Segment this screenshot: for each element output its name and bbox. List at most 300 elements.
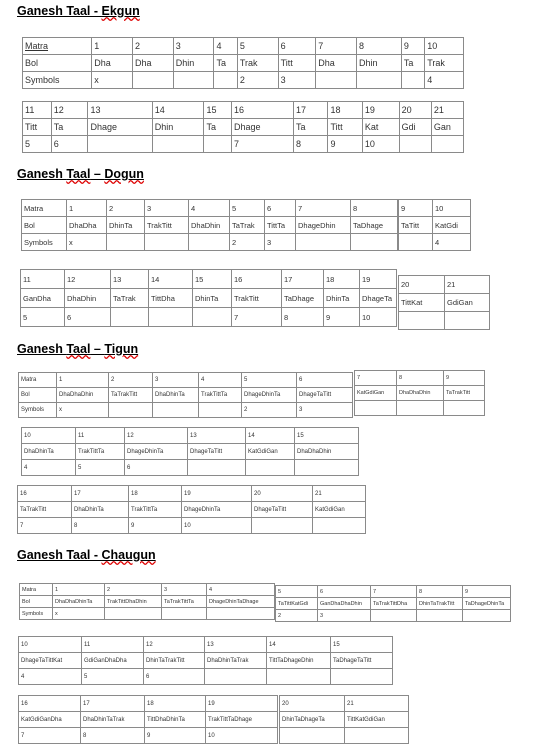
- table-row: [399, 217, 471, 234]
- chaugun-table-6: [279, 695, 409, 744]
- table-cell: 4: [19, 669, 82, 685]
- table-cell: 4: [22, 460, 76, 476]
- table-cell: GdiGan: [445, 294, 490, 312]
- table-row: [19, 669, 267, 685]
- table-cell: DhaDhinTa: [72, 502, 129, 518]
- table-cell: 6: [144, 669, 205, 685]
- table-cell: 5: [276, 586, 318, 598]
- table-cell: 10: [425, 38, 464, 55]
- table-cell: x: [53, 608, 105, 620]
- table-cell: 9: [328, 136, 362, 153]
- table-row: [399, 276, 490, 294]
- table-cell: Symbols: [22, 234, 67, 251]
- table-cell: 14: [246, 428, 295, 444]
- table-row: [18, 486, 366, 502]
- table-cell: 5: [242, 373, 297, 388]
- table-cell: 3: [153, 373, 199, 388]
- dogun-table-4: [398, 275, 490, 330]
- table-cell: [189, 234, 230, 251]
- table-row: [19, 637, 267, 653]
- table-cell: DhinTa: [107, 217, 145, 234]
- table-cell: Dha: [316, 55, 357, 72]
- table-cell: 11: [76, 428, 125, 444]
- table-row: [22, 460, 359, 476]
- table-cell: 2: [132, 38, 173, 55]
- table-row: [22, 428, 359, 444]
- table-cell: 2: [105, 584, 162, 596]
- table-cell: 6: [278, 38, 316, 55]
- table-cell: 2: [230, 234, 265, 251]
- table-cell: 8: [294, 136, 328, 153]
- heading-tigun: [17, 342, 138, 356]
- table-cell: [445, 312, 490, 330]
- table-cell: 2: [109, 373, 153, 388]
- table-cell: KatGdiGan: [355, 386, 397, 401]
- table-cell: 8: [72, 518, 129, 534]
- table-cell: [109, 403, 153, 418]
- table-row: [19, 696, 278, 712]
- table-row: [20, 584, 275, 596]
- table-cell: KatGdiGanDha: [19, 712, 81, 728]
- table-cell: 3: [265, 234, 296, 251]
- table-cell: [173, 72, 214, 89]
- table-cell: 12: [65, 270, 111, 289]
- table-cell: DhinTa: [193, 289, 232, 308]
- table-cell: DhageTaTitt: [188, 444, 246, 460]
- table-cell: Titt: [23, 119, 52, 136]
- table-cell: [371, 610, 417, 622]
- table-row: [23, 102, 464, 119]
- table-cell: 7: [19, 728, 81, 744]
- table-cell: 17: [282, 270, 324, 289]
- table-cell: KatGdiGan: [313, 502, 366, 518]
- table-cell: GanDha: [21, 289, 65, 308]
- table-cell: [149, 308, 193, 327]
- table-cell: [205, 669, 267, 685]
- table-cell: [431, 136, 463, 153]
- table-cell: 21: [445, 276, 490, 294]
- table-cell: 6: [297, 373, 353, 388]
- table-cell: 3: [297, 403, 353, 418]
- table-row: [21, 289, 397, 308]
- table-cell: [111, 308, 149, 327]
- table-cell: [280, 728, 345, 744]
- table-cell: 7: [18, 518, 72, 534]
- table-cell: DhageDhinTa: [182, 502, 252, 518]
- table-cell: 9: [444, 371, 485, 386]
- table-cell: 7: [232, 136, 294, 153]
- table-cell: 5: [237, 38, 278, 55]
- heading-word: Dogun: [104, 167, 144, 181]
- table-row: [355, 386, 485, 401]
- tigun-table-3: [21, 427, 359, 476]
- table-cell: 11: [21, 270, 65, 289]
- table-cell: [444, 401, 485, 416]
- table-cell: 2: [107, 200, 145, 217]
- chaugun-table-5: [18, 695, 278, 744]
- table-cell: 7: [355, 371, 397, 386]
- table-cell: 5: [230, 200, 265, 217]
- table-cell: 4: [214, 38, 237, 55]
- table-cell: x: [57, 403, 109, 418]
- table-cell: TrakTittTa: [199, 388, 242, 403]
- table-cell: 3: [173, 38, 214, 55]
- table-cell: [152, 136, 204, 153]
- table-cell: TrakTittTaDhage: [206, 712, 278, 728]
- table-cell: 3: [318, 610, 371, 622]
- table-row: [22, 217, 398, 234]
- table-cell: 2: [276, 610, 318, 622]
- table-cell: DhinTaDhageTa: [280, 712, 345, 728]
- table-cell: 8: [351, 200, 398, 217]
- table-cell: GdiGanDhaDha: [82, 653, 144, 669]
- heading-word: Tigun: [104, 342, 139, 356]
- table-cell: [153, 403, 199, 418]
- table-cell: DhaDhinTa: [153, 388, 199, 403]
- table-row: [23, 55, 464, 72]
- table-cell: 3: [162, 584, 207, 596]
- table-cell: TrakTittTa: [76, 444, 125, 460]
- table-cell: 20: [399, 276, 445, 294]
- table-cell: Ta: [401, 55, 424, 72]
- table-cell: DhaDhaDhinTa: [53, 596, 105, 608]
- table-row: [22, 234, 398, 251]
- tigun-table-2: [354, 370, 485, 416]
- table-cell: 12: [51, 102, 88, 119]
- table-cell: 9: [463, 586, 511, 598]
- table-cell: TrakTittTa: [129, 502, 182, 518]
- table-cell: 6: [265, 200, 296, 217]
- table-cell: 9: [324, 308, 360, 327]
- table-cell: 15: [295, 428, 359, 444]
- table-cell: 10: [22, 428, 76, 444]
- table-row: [267, 669, 393, 685]
- table-cell: 20: [280, 696, 345, 712]
- table-cell: 8: [417, 586, 463, 598]
- table-cell: TittDhaDhinTa: [145, 712, 206, 728]
- tigun-table-1: [18, 372, 353, 418]
- table-cell: 21: [313, 486, 366, 502]
- table-cell: DhaDhin: [65, 289, 111, 308]
- table-cell: DhageDhinTaDhage: [207, 596, 275, 608]
- heading-dash: –: [90, 342, 105, 356]
- chaugun-table-1: [19, 583, 275, 620]
- table-cell: 16: [19, 696, 81, 712]
- table-cell: 16: [18, 486, 72, 502]
- table-row: [21, 270, 397, 289]
- table-cell: [199, 403, 242, 418]
- table-cell: 4: [433, 234, 471, 251]
- table-cell: 18: [328, 102, 362, 119]
- table-cell: 8: [397, 371, 444, 386]
- table-cell: KatGdiGan: [246, 444, 295, 460]
- table-cell: 14: [267, 637, 331, 653]
- table-row: [276, 586, 511, 598]
- table-cell: [399, 312, 445, 330]
- table-cell: 11: [23, 102, 52, 119]
- table-cell: Bol: [22, 217, 67, 234]
- table-cell: 2: [242, 403, 297, 418]
- table-cell: 4: [425, 72, 464, 89]
- table-cell: 7: [296, 200, 351, 217]
- table-cell: TittTa: [265, 217, 296, 234]
- table-cell: TaTitt: [399, 217, 433, 234]
- table-row: [19, 712, 278, 728]
- table-cell: GanDhaDhaDhin: [318, 598, 371, 610]
- table-cell: [193, 308, 232, 327]
- table-cell: [252, 518, 313, 534]
- table-row: [399, 294, 490, 312]
- table-cell: 16: [232, 102, 294, 119]
- table-row: [22, 444, 359, 460]
- table-cell: x: [67, 234, 107, 251]
- table-cell: [214, 72, 237, 89]
- table-cell: [162, 608, 207, 620]
- table-cell: TaDhage: [282, 289, 324, 308]
- table-cell: TaDhage: [351, 217, 398, 234]
- table-row: [399, 234, 471, 251]
- table-row: [23, 136, 464, 153]
- heading-word: Ekgun: [101, 4, 140, 18]
- table-cell: 7: [232, 308, 282, 327]
- dogun-table-2: [398, 199, 471, 251]
- table-cell: [204, 136, 232, 153]
- table-cell: 20: [252, 486, 313, 502]
- table-cell: Titt: [328, 119, 362, 136]
- table-cell: Kat: [362, 119, 399, 136]
- table-cell: Dha: [132, 55, 173, 72]
- table-row: [19, 403, 353, 418]
- heading-dash: –: [90, 167, 105, 181]
- table-cell: 7: [371, 586, 417, 598]
- table-cell: 9: [401, 38, 424, 55]
- table-cell: Matra: [20, 584, 53, 596]
- table-cell: 1: [92, 38, 133, 55]
- table-cell: TaTrakTitt: [18, 502, 72, 518]
- table-row: [267, 637, 393, 653]
- table-row: [20, 596, 275, 608]
- table-cell: TrakTitt: [232, 289, 282, 308]
- table-cell: 19: [362, 102, 399, 119]
- table-cell: 10: [19, 637, 82, 653]
- table-row: [399, 200, 471, 217]
- table-cell: Ta: [51, 119, 88, 136]
- table-cell: 15: [204, 102, 232, 119]
- table-cell: DhaDhinTaTrak: [205, 653, 267, 669]
- table-cell: 4: [199, 373, 242, 388]
- table-cell: [399, 136, 431, 153]
- table-cell: Trak: [425, 55, 464, 72]
- table-cell: TittDha: [149, 289, 193, 308]
- heading-word: Taal: [66, 342, 91, 356]
- table-row: [22, 200, 398, 217]
- table-cell: 1: [53, 584, 105, 596]
- table-cell: 9: [129, 518, 182, 534]
- table-cell: [401, 72, 424, 89]
- table-cell: TaTrakTittTa: [162, 596, 207, 608]
- table-cell: DhaDhinTaTrak: [81, 712, 145, 728]
- table-cell: Dhage: [88, 119, 152, 136]
- table-cell: Dhin: [152, 119, 204, 136]
- table-cell: 10: [362, 136, 399, 153]
- table-cell: Gan: [431, 119, 463, 136]
- table-cell: TaTrakTittDha: [371, 598, 417, 610]
- dogun-table-1: [21, 199, 398, 251]
- table-cell: 10: [360, 308, 397, 327]
- table-cell: DhageDhin: [296, 217, 351, 234]
- table-cell: [105, 608, 162, 620]
- table-row: [23, 72, 464, 89]
- table-cell: [463, 610, 511, 622]
- table-cell: [246, 460, 295, 476]
- table-cell: Dhin: [357, 55, 402, 72]
- table-cell: Symbols: [23, 72, 92, 89]
- table-cell: Bol: [23, 55, 92, 72]
- heading-prefix: Ganesh: [17, 167, 67, 181]
- table-row: [19, 388, 353, 403]
- table-cell: [351, 234, 398, 251]
- table-cell: TaTittKatGdi: [276, 598, 318, 610]
- chaugun-table-4: [266, 636, 393, 685]
- heading-prefix: Ganesh: [17, 342, 67, 356]
- table-cell: TaTrak: [230, 217, 265, 234]
- table-cell: Dha: [92, 55, 133, 72]
- table-cell: 3: [145, 200, 189, 217]
- table-cell: 5: [23, 136, 52, 153]
- heading-word: Chaugun: [101, 548, 156, 562]
- table-cell: Trak: [237, 55, 278, 72]
- table-cell: 10: [206, 728, 278, 744]
- table-cell: DhaDhaDhin: [295, 444, 359, 460]
- table-cell: 6: [125, 460, 188, 476]
- table-cell: 17: [72, 486, 129, 502]
- table-cell: [207, 608, 275, 620]
- table-cell: 8: [357, 38, 402, 55]
- table-cell: TrakTitt: [145, 217, 189, 234]
- table-cell: [355, 401, 397, 416]
- table-cell: DhinTaTrakTitt: [144, 653, 205, 669]
- table-cell: 19: [182, 486, 252, 502]
- table-cell: 13: [111, 270, 149, 289]
- table-cell: TaDhageDhinTa: [463, 598, 511, 610]
- table-cell: 5: [21, 308, 65, 327]
- table-cell: Bol: [20, 596, 53, 608]
- table-cell: 10: [433, 200, 471, 217]
- table-cell: Matra: [22, 200, 67, 217]
- table-row: [276, 598, 511, 610]
- table-row: [18, 518, 366, 534]
- table-cell: 14: [149, 270, 193, 289]
- table-cell: 4: [189, 200, 230, 217]
- table-cell: 1: [57, 373, 109, 388]
- table-cell: 18: [129, 486, 182, 502]
- table-row: [23, 38, 464, 55]
- table-cell: [107, 234, 145, 251]
- table-cell: TittKatGdiGan: [345, 712, 409, 728]
- table-row: [276, 610, 511, 622]
- table-cell: 14: [152, 102, 204, 119]
- heading-dogun: [17, 167, 144, 181]
- table-row: [267, 653, 393, 669]
- table-cell: [296, 234, 351, 251]
- table-row: [23, 119, 464, 136]
- table-cell: DhinTa: [324, 289, 360, 308]
- table-cell: 17: [81, 696, 145, 712]
- table-cell: 4: [207, 584, 275, 596]
- table-cell: 19: [360, 270, 397, 289]
- table-row: [20, 608, 275, 620]
- table-cell: Dhin: [173, 55, 214, 72]
- table-cell: [267, 669, 331, 685]
- table-cell: 6: [318, 586, 371, 598]
- table-cell: Symbols: [20, 608, 53, 620]
- table-cell: [331, 669, 393, 685]
- table-cell: [145, 234, 189, 251]
- table-cell: [88, 136, 152, 153]
- table-cell: Ta: [204, 119, 232, 136]
- table-cell: [313, 518, 366, 534]
- table-cell: 9: [145, 728, 206, 744]
- table-cell: TaTrakTitt: [109, 388, 153, 403]
- table-cell: [357, 72, 402, 89]
- table-cell: 18: [145, 696, 206, 712]
- table-cell: TittKat: [399, 294, 445, 312]
- table-cell: 7: [316, 38, 357, 55]
- table-row: [19, 728, 278, 744]
- table-cell: [345, 728, 409, 744]
- table-cell: 6: [51, 136, 88, 153]
- table-cell: Ta: [294, 119, 328, 136]
- table-cell: 11: [82, 637, 144, 653]
- table-cell: 12: [144, 637, 205, 653]
- heading-prefix: Ganesh Taal -: [17, 4, 102, 18]
- table-cell: 16: [232, 270, 282, 289]
- table-cell: 13: [88, 102, 152, 119]
- table-cell: 18: [324, 270, 360, 289]
- table-cell: [295, 460, 359, 476]
- table-cell: 21: [345, 696, 409, 712]
- table-cell: 21: [431, 102, 463, 119]
- table-cell: KatGdi: [433, 217, 471, 234]
- table-cell: 1: [67, 200, 107, 217]
- table-cell: 5: [76, 460, 125, 476]
- table-cell: [399, 234, 433, 251]
- table-cell: TittTaDhageDhin: [267, 653, 331, 669]
- table-row: [19, 653, 267, 669]
- table-cell: TaTrak: [111, 289, 149, 308]
- table-cell: Symbols: [19, 403, 57, 418]
- table-cell: [316, 72, 357, 89]
- table-cell: [132, 72, 173, 89]
- table-cell: Bol: [19, 388, 57, 403]
- table-cell: 2: [237, 72, 278, 89]
- heading-ekgun: [17, 4, 140, 18]
- table-cell: Matra: [19, 373, 57, 388]
- heading-prefix: Ganesh Taal -: [17, 548, 102, 562]
- table-cell: DhageTaTittKat: [19, 653, 82, 669]
- heading-chaugun: [17, 548, 156, 562]
- chaugun-table-3: [18, 636, 267, 685]
- ekgun-table-2: [22, 101, 464, 153]
- table-cell: 10: [182, 518, 252, 534]
- table-cell: 13: [205, 637, 267, 653]
- table-cell: Ta: [214, 55, 237, 72]
- matra-link[interactable]: Matra: [23, 38, 92, 55]
- table-row: [280, 712, 409, 728]
- table-cell: Titt: [278, 55, 316, 72]
- dogun-table-3: [20, 269, 397, 327]
- table-cell: DhinTaTrakTitt: [417, 598, 463, 610]
